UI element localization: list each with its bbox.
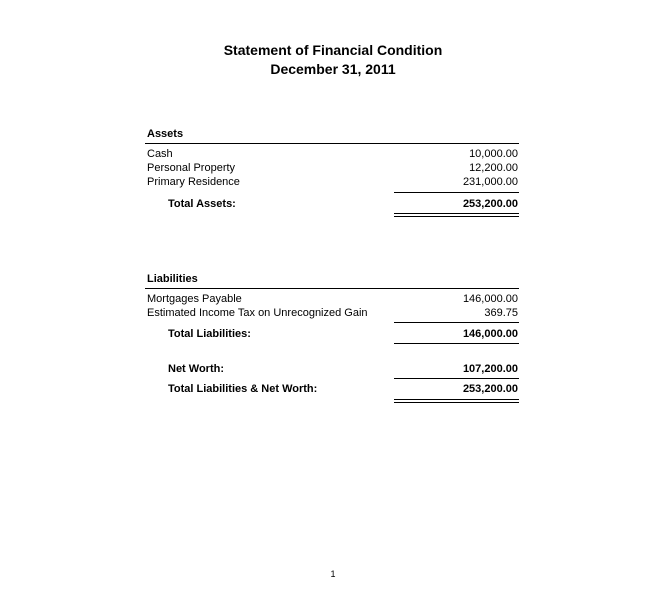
liability-value-estimated-income-tax: 369.75 <box>484 307 518 319</box>
asset-value-primary-residence: 231,000.00 <box>462 176 518 188</box>
statement-title: Statement of Financial Condition <box>223 42 443 58</box>
page-number: 1 <box>330 569 336 579</box>
statement-date: December 31, 2011 <box>270 61 396 77</box>
liabilities-subtotal-rule <box>394 322 519 323</box>
asset-label-cash: Cash <box>147 148 173 160</box>
net-worth-rule <box>394 378 519 379</box>
total-assets-double-rule <box>394 213 519 217</box>
total-liabilities-rule <box>394 343 519 344</box>
total-liabilities-label: Total Liabilities: <box>168 328 251 340</box>
asset-value-cash: 10,000.00 <box>469 148 518 160</box>
net-worth-label: Net Worth: <box>168 363 225 375</box>
asset-label-primary-residence: Primary Residence <box>147 176 240 188</box>
total-liabilities-value: 146,000.00 <box>462 328 518 340</box>
grand-total-double-rule <box>394 399 519 403</box>
asset-value-personal-property: 12,200.00 <box>469 162 518 174</box>
liabilities-heading: Liabilities <box>147 273 198 285</box>
liability-label-mortgages-payable: Mortgages Payable <box>147 293 242 305</box>
assets-subtotal-rule <box>394 192 519 193</box>
total-liabilities-net-worth-label: Total Liabilities & Net Worth: <box>168 383 318 395</box>
liability-label-estimated-income-tax: Estimated Income Tax on Unrecognized Gain <box>147 307 368 319</box>
total-liabilities-net-worth-value: 253,200.00 <box>462 383 518 395</box>
asset-label-personal-property: Personal Property <box>147 162 236 174</box>
total-assets-value: 253,200.00 <box>462 198 518 210</box>
total-assets-label: Total Assets: <box>168 198 236 210</box>
liability-value-mortgages-payable: 146,000.00 <box>462 293 518 305</box>
assets-heading: Assets <box>147 128 184 140</box>
assets-heading-rule <box>145 143 519 144</box>
net-worth-value: 107,200.00 <box>462 363 518 375</box>
liabilities-heading-rule <box>145 288 519 289</box>
